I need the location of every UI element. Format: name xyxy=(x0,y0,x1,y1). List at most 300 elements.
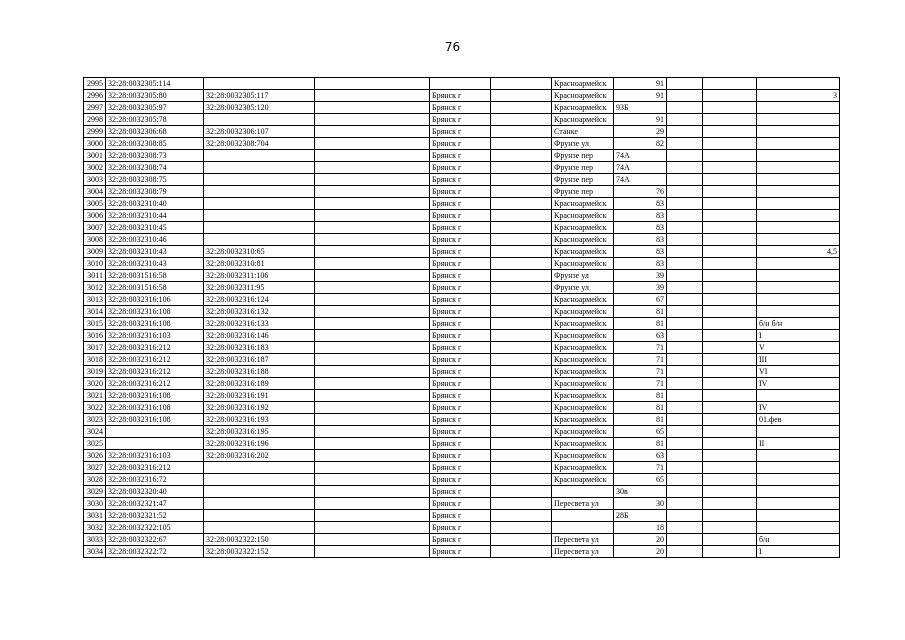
object-cadastral-number-cell: 32:28:0032310:81 xyxy=(204,258,315,270)
empty-cell xyxy=(703,78,757,90)
empty-cell xyxy=(491,222,552,234)
house-number-cell: 83 xyxy=(614,258,667,270)
row-number-cell: 3011 xyxy=(84,270,106,282)
city-cell: Брянск г xyxy=(430,414,491,426)
empty-cell xyxy=(491,150,552,162)
house-number-cell: 81 xyxy=(614,306,667,318)
street-cell: Красноармейск xyxy=(552,90,614,102)
empty-cell xyxy=(315,342,430,354)
empty-cell xyxy=(703,138,757,150)
street-cell: Красноармейск xyxy=(552,462,614,474)
object-cadastral-number-cell xyxy=(204,522,315,534)
apartment-cell: VI xyxy=(757,366,840,378)
empty-cell xyxy=(491,474,552,486)
object-cadastral-number-cell: 32:28:0032305:120 xyxy=(204,102,315,114)
house-number-cell: 74А xyxy=(614,150,667,162)
cadastral-number-cell: 32:28:0032310:45 xyxy=(106,222,204,234)
table-row xyxy=(84,354,840,366)
cadastral-number-cell: 32:28:0032316:103 xyxy=(106,450,204,462)
cadastral-number-cell: 32:28:0032316:108 xyxy=(106,318,204,330)
city-cell: Брянск г xyxy=(430,102,491,114)
apartment-cell: I xyxy=(757,546,840,558)
apartment-cell xyxy=(757,78,840,90)
object-cadastral-number-cell xyxy=(204,186,315,198)
empty-cell xyxy=(667,258,703,270)
empty-cell xyxy=(491,270,552,282)
empty-cell xyxy=(703,390,757,402)
object-cadastral-number-cell: 32:28:0032311:95 xyxy=(204,282,315,294)
house-number-cell: 65 xyxy=(614,426,667,438)
house-number-cell: 29 xyxy=(614,126,667,138)
object-cadastral-number-cell: 32:28:0032322:150 xyxy=(204,534,315,546)
empty-cell xyxy=(667,162,703,174)
apartment-cell xyxy=(757,462,840,474)
street-cell: Красноармейск xyxy=(552,210,614,222)
cadastral-number-cell: 32:28:0032320:40 xyxy=(106,486,204,498)
city-cell: Брянск г xyxy=(430,450,491,462)
row-number-cell: 3033 xyxy=(84,534,106,546)
house-number-cell: 81 xyxy=(614,402,667,414)
empty-cell xyxy=(491,522,552,534)
table-row xyxy=(84,270,840,282)
object-cadastral-number-cell xyxy=(204,78,315,90)
empty-cell xyxy=(315,390,430,402)
object-cadastral-number-cell: 32:28:0032310:65 xyxy=(204,246,315,258)
row-number-cell: 3003 xyxy=(84,174,106,186)
empty-cell xyxy=(667,426,703,438)
empty-cell xyxy=(315,198,430,210)
empty-cell xyxy=(703,426,757,438)
empty-cell xyxy=(491,354,552,366)
row-number-cell: 3026 xyxy=(84,450,106,462)
page-number: 76 xyxy=(444,40,461,54)
table-row xyxy=(84,390,840,402)
apartment-cell: IV xyxy=(757,402,840,414)
empty-cell xyxy=(667,90,703,102)
empty-cell xyxy=(667,150,703,162)
empty-cell xyxy=(703,414,757,426)
street-cell: Фрунзе пер xyxy=(552,186,614,198)
city-cell: Брянск г xyxy=(430,522,491,534)
empty-cell xyxy=(667,450,703,462)
apartment-cell xyxy=(757,174,840,186)
empty-cell xyxy=(703,510,757,522)
empty-cell xyxy=(315,126,430,138)
empty-cell xyxy=(491,138,552,150)
empty-cell xyxy=(667,270,703,282)
house-number-cell: 39 xyxy=(614,270,667,282)
apartment-cell: 4,5 xyxy=(757,246,840,258)
house-number-cell: 83 xyxy=(614,234,667,246)
empty-cell xyxy=(315,354,430,366)
house-number-cell: 20 xyxy=(614,546,667,558)
table-row xyxy=(84,282,840,294)
city-cell: Брянск г xyxy=(430,162,491,174)
city-cell: Брянск г xyxy=(430,90,491,102)
row-number-cell: 3008 xyxy=(84,234,106,246)
apartment-cell xyxy=(757,126,840,138)
empty-cell xyxy=(703,450,757,462)
empty-cell xyxy=(703,498,757,510)
empty-cell xyxy=(667,294,703,306)
empty-cell xyxy=(667,198,703,210)
street-cell: Красноармейск xyxy=(552,306,614,318)
street-cell: Красноармейск xyxy=(552,114,614,126)
street-cell: Красноармейск xyxy=(552,222,614,234)
street-cell: Красноармейск xyxy=(552,366,614,378)
city-cell: Брянск г xyxy=(430,198,491,210)
house-number-cell: 28Б xyxy=(614,510,667,522)
object-cadastral-number-cell: 32:28:0032316:124 xyxy=(204,294,315,306)
table-row xyxy=(84,306,840,318)
street-cell: Фрунзе ул xyxy=(552,282,614,294)
empty-cell xyxy=(491,402,552,414)
street-cell: Красноармейск xyxy=(552,102,614,114)
house-number-cell: 71 xyxy=(614,366,667,378)
city-cell: Брянск г xyxy=(430,270,491,282)
apartment-cell xyxy=(757,282,840,294)
empty-cell xyxy=(491,390,552,402)
city-cell: Брянск г xyxy=(430,150,491,162)
city-cell: Брянск г xyxy=(430,126,491,138)
street-cell: Красноармейск xyxy=(552,342,614,354)
house-number-cell: 63 xyxy=(614,330,667,342)
city-cell: Брянск г xyxy=(430,534,491,546)
city-cell: Брянск г xyxy=(430,294,491,306)
row-number-cell: 3021 xyxy=(84,390,106,402)
empty-cell xyxy=(703,366,757,378)
empty-cell xyxy=(315,258,430,270)
table-row xyxy=(84,150,840,162)
row-number-cell: 3016 xyxy=(84,330,106,342)
object-cadastral-number-cell xyxy=(204,174,315,186)
street-cell: Пересвета ул xyxy=(552,546,614,558)
table-row xyxy=(84,522,840,534)
object-cadastral-number-cell xyxy=(204,498,315,510)
house-number-cell: 91 xyxy=(614,78,667,90)
city-cell: Брянск г xyxy=(430,510,491,522)
empty-cell xyxy=(703,282,757,294)
cadastral-number-cell: 32:28:0032305:97 xyxy=(106,102,204,114)
empty-cell xyxy=(703,330,757,342)
empty-cell xyxy=(667,378,703,390)
empty-cell xyxy=(491,294,552,306)
empty-cell xyxy=(703,258,757,270)
row-number-cell: 3030 xyxy=(84,498,106,510)
apartment-cell: б/н xyxy=(757,534,840,546)
apartment-cell: V xyxy=(757,342,840,354)
row-number-cell: 3031 xyxy=(84,510,106,522)
cadastral-number-cell: 32:28:0032316:108 xyxy=(106,390,204,402)
object-cadastral-number-cell xyxy=(204,234,315,246)
row-number-cell: 3014 xyxy=(84,306,106,318)
empty-cell xyxy=(667,138,703,150)
table-row xyxy=(84,102,840,114)
city-cell: Брянск г xyxy=(430,222,491,234)
row-number-cell: 3007 xyxy=(84,222,106,234)
cadastral-number-cell: 32:28:0032316:212 xyxy=(106,366,204,378)
table-row xyxy=(84,462,840,474)
row-number-cell: 2998 xyxy=(84,114,106,126)
object-cadastral-number-cell: 32:28:0032316:192 xyxy=(204,402,315,414)
city-cell: Брянск г xyxy=(430,318,491,330)
city-cell: Брянск г xyxy=(430,354,491,366)
row-number-cell: 3018 xyxy=(84,354,106,366)
city-cell: Брянск г xyxy=(430,474,491,486)
street-cell xyxy=(552,510,614,522)
empty-cell xyxy=(667,498,703,510)
cadastral-number-cell: 32:28:0032316:108 xyxy=(106,414,204,426)
empty-cell xyxy=(491,78,552,90)
empty-cell xyxy=(667,438,703,450)
cadastral-number-cell: 32:28:0032308:75 xyxy=(106,174,204,186)
empty-cell xyxy=(667,246,703,258)
empty-cell xyxy=(315,90,430,102)
object-cadastral-number-cell xyxy=(204,486,315,498)
city-cell: Брянск г xyxy=(430,114,491,126)
empty-cell xyxy=(491,318,552,330)
city-cell: Брянск г xyxy=(430,234,491,246)
empty-cell xyxy=(667,102,703,114)
cadastral-number-cell: 32:28:0032316:212 xyxy=(106,378,204,390)
table-row xyxy=(84,546,840,558)
row-number-cell: 3012 xyxy=(84,282,106,294)
street-cell: Красноармейск xyxy=(552,258,614,270)
empty-cell xyxy=(491,342,552,354)
empty-cell xyxy=(491,162,552,174)
row-number-cell: 3010 xyxy=(84,258,106,270)
empty-cell xyxy=(491,246,552,258)
street-cell: Красноармейск xyxy=(552,198,614,210)
house-number-cell: 81 xyxy=(614,390,667,402)
empty-cell xyxy=(491,546,552,558)
apartment-cell xyxy=(757,162,840,174)
empty-cell xyxy=(491,426,552,438)
empty-cell xyxy=(703,198,757,210)
row-number-cell: 3015 xyxy=(84,318,106,330)
empty-cell xyxy=(703,306,757,318)
empty-cell xyxy=(315,546,430,558)
row-number-cell: 3023 xyxy=(84,414,106,426)
empty-cell xyxy=(315,102,430,114)
empty-cell xyxy=(703,546,757,558)
apartment-cell xyxy=(757,390,840,402)
city-cell: Брянск г xyxy=(430,138,491,150)
table-row xyxy=(84,186,840,198)
row-number-cell: 3028 xyxy=(84,474,106,486)
city-cell: Брянск г xyxy=(430,330,491,342)
empty-cell xyxy=(667,78,703,90)
table-row xyxy=(84,510,840,522)
table-row xyxy=(84,330,840,342)
city-cell: Брянск г xyxy=(430,390,491,402)
street-cell: Фрунзе ул xyxy=(552,138,614,150)
table-row xyxy=(84,366,840,378)
table-row xyxy=(84,78,840,90)
cadastral-number-cell: 32:28:0032305:114 xyxy=(106,78,204,90)
table-row xyxy=(84,258,840,270)
object-cadastral-number-cell: 32:28:0032316:183 xyxy=(204,342,315,354)
object-cadastral-number-cell xyxy=(204,462,315,474)
empty-cell xyxy=(491,90,552,102)
city-cell: Брянск г xyxy=(430,210,491,222)
street-cell: Красноармейск xyxy=(552,378,614,390)
cadastral-number-cell: 32:28:0032316:103 xyxy=(106,330,204,342)
house-number-cell: 74А xyxy=(614,174,667,186)
table-row xyxy=(84,486,840,498)
table-row xyxy=(84,474,840,486)
table-row xyxy=(84,126,840,138)
registry-table xyxy=(83,77,840,558)
empty-cell xyxy=(491,198,552,210)
object-cadastral-number-cell xyxy=(204,210,315,222)
table-row xyxy=(84,234,840,246)
table-row xyxy=(84,498,840,510)
empty-cell xyxy=(703,474,757,486)
row-number-cell: 2996 xyxy=(84,90,106,102)
table-row xyxy=(84,162,840,174)
object-cadastral-number-cell: 32:28:0032316:146 xyxy=(204,330,315,342)
empty-cell xyxy=(315,234,430,246)
cadastral-number-cell: 32:28:0032316:212 xyxy=(106,462,204,474)
empty-cell xyxy=(491,210,552,222)
empty-cell xyxy=(703,174,757,186)
street-cell: Красноармейск xyxy=(552,450,614,462)
row-number-cell: 3020 xyxy=(84,378,106,390)
empty-cell xyxy=(667,402,703,414)
street-cell: Пересвета ул xyxy=(552,498,614,510)
house-number-cell: 71 xyxy=(614,378,667,390)
empty-cell xyxy=(703,90,757,102)
house-number-cell: 74А xyxy=(614,162,667,174)
row-number-cell: 3001 xyxy=(84,150,106,162)
house-number-cell: 18 xyxy=(614,522,667,534)
empty-cell xyxy=(315,138,430,150)
empty-cell xyxy=(667,222,703,234)
street-cell: Красноармейск xyxy=(552,414,614,426)
city-cell: Брянск г xyxy=(430,174,491,186)
empty-cell xyxy=(315,162,430,174)
apartment-cell xyxy=(757,306,840,318)
empty-cell xyxy=(667,306,703,318)
house-number-cell: 71 xyxy=(614,354,667,366)
house-number-cell: 67 xyxy=(614,294,667,306)
empty-cell xyxy=(703,438,757,450)
empty-cell xyxy=(491,510,552,522)
empty-cell xyxy=(703,270,757,282)
empty-cell xyxy=(491,306,552,318)
apartment-cell xyxy=(757,450,840,462)
house-number-cell: 81 xyxy=(614,318,667,330)
cadastral-number-cell: 32:28:0032310:44 xyxy=(106,210,204,222)
table-row xyxy=(84,246,840,258)
apartment-cell xyxy=(757,102,840,114)
empty-cell xyxy=(667,234,703,246)
city-cell: Брянск г xyxy=(430,258,491,270)
empty-cell xyxy=(667,546,703,558)
empty-cell xyxy=(315,534,430,546)
empty-cell xyxy=(703,342,757,354)
empty-cell xyxy=(667,366,703,378)
apartment-cell xyxy=(757,270,840,282)
house-number-cell: 20 xyxy=(614,534,667,546)
city-cell: Брянск г xyxy=(430,282,491,294)
table-row xyxy=(84,426,840,438)
object-cadastral-number-cell: 32:28:0032316:133 xyxy=(204,318,315,330)
empty-cell xyxy=(315,402,430,414)
object-cadastral-number-cell: 32:28:0032322:152 xyxy=(204,546,315,558)
city-cell: Брянск г xyxy=(430,306,491,318)
street-cell: Красноармейск xyxy=(552,246,614,258)
empty-cell xyxy=(703,150,757,162)
street-cell: Красноармейск xyxy=(552,390,614,402)
empty-cell xyxy=(667,486,703,498)
empty-cell xyxy=(667,318,703,330)
city-cell: Брянск г xyxy=(430,546,491,558)
empty-cell xyxy=(491,498,552,510)
object-cadastral-number-cell: 32:28:0032306:107 xyxy=(204,126,315,138)
empty-cell xyxy=(315,306,430,318)
apartment-cell xyxy=(757,198,840,210)
street-cell: Красноармейск xyxy=(552,426,614,438)
empty-cell xyxy=(667,522,703,534)
house-number-cell: 30 xyxy=(614,498,667,510)
empty-cell xyxy=(703,102,757,114)
object-cadastral-number-cell: 32:28:0032316:196 xyxy=(204,438,315,450)
cadastral-number-cell: 32:28:0032321:52 xyxy=(106,510,204,522)
cadastral-number-cell: 32:28:0032316:108 xyxy=(106,306,204,318)
house-number-cell: 83 xyxy=(614,210,667,222)
row-number-cell: 3034 xyxy=(84,546,106,558)
apartment-cell xyxy=(757,498,840,510)
house-number-cell: 81 xyxy=(614,414,667,426)
cadastral-number-cell: 32:28:0031516:58 xyxy=(106,270,204,282)
cadastral-number-cell: 32:28:0031516:58 xyxy=(106,282,204,294)
row-number-cell: 3006 xyxy=(84,210,106,222)
row-number-cell: 2999 xyxy=(84,126,106,138)
empty-cell xyxy=(315,174,430,186)
house-number-cell: 71 xyxy=(614,342,667,354)
apartment-cell xyxy=(757,522,840,534)
city-cell: Брянск г xyxy=(430,342,491,354)
empty-cell xyxy=(315,330,430,342)
house-number-cell: 65 xyxy=(614,474,667,486)
street-cell: Красноармейск xyxy=(552,354,614,366)
registry-body xyxy=(84,78,840,558)
empty-cell xyxy=(315,222,430,234)
house-number-cell: 63 xyxy=(614,450,667,462)
row-number-cell: 3004 xyxy=(84,186,106,198)
street-cell xyxy=(552,522,614,534)
cadastral-number-cell: 32:28:0032308:85 xyxy=(106,138,204,150)
row-number-cell: 3019 xyxy=(84,366,106,378)
empty-cell xyxy=(703,246,757,258)
empty-cell xyxy=(703,354,757,366)
street-cell: Пересвета ул xyxy=(552,534,614,546)
object-cadastral-number-cell: 32:28:0032316:132 xyxy=(204,306,315,318)
apartment-cell xyxy=(757,486,840,498)
empty-cell xyxy=(667,390,703,402)
row-number-cell: 3013 xyxy=(84,294,106,306)
empty-cell xyxy=(667,510,703,522)
table-row xyxy=(84,414,840,426)
house-number-cell: 39 xyxy=(614,282,667,294)
apartment-cell xyxy=(757,258,840,270)
apartment-cell xyxy=(757,114,840,126)
cadastral-number-cell: 32:28:0032321:47 xyxy=(106,498,204,510)
city-cell: Брянск г xyxy=(430,366,491,378)
empty-cell xyxy=(703,210,757,222)
